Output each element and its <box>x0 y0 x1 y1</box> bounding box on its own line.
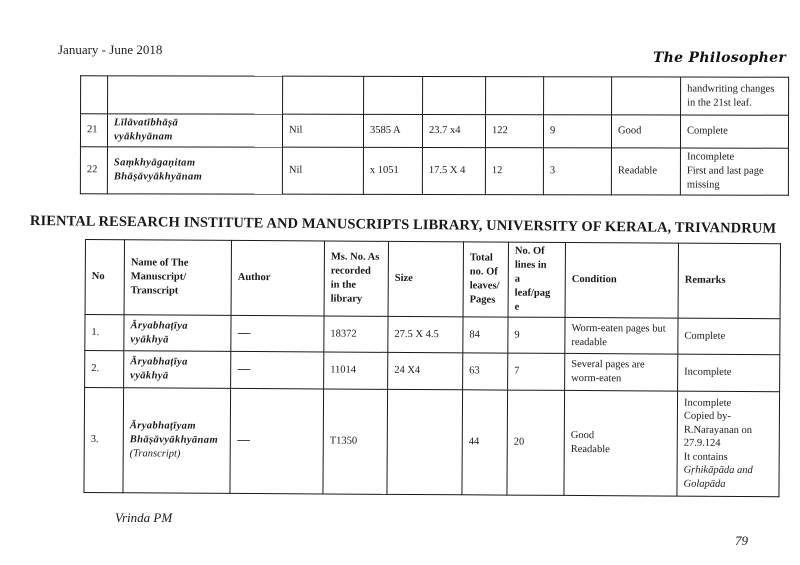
table-row <box>85 351 780 392</box>
condition-line: Good <box>570 429 595 442</box>
cell-lines: 20 <box>507 390 565 495</box>
cell-size: 23.7 x4 <box>422 114 485 147</box>
cell-ms-no: T1350 <box>323 389 388 494</box>
manuscript-name-line: Āryabhaṭīya <box>130 319 189 332</box>
remarks-line: Incomplete <box>686 151 735 163</box>
issue-date: January - June 2018 <box>58 42 163 57</box>
header-ms-no-line: recorded <box>330 265 371 277</box>
header-lines-line: a <box>514 273 521 285</box>
condition-line: Several pages are <box>571 358 645 371</box>
cell-ms-no: 3585 A <box>363 114 422 147</box>
table-row <box>80 147 788 195</box>
header-lines <box>508 242 565 317</box>
header-no: No <box>85 240 124 315</box>
header-name-line: Name of The <box>130 257 189 269</box>
manuscript-name-line: Saṃkhyāgaṇitam <box>113 157 196 169</box>
cell-ms-no: 11014 <box>324 352 388 389</box>
cell-condition <box>565 317 678 354</box>
header-ms-no-line: library <box>330 293 363 305</box>
table-row <box>81 76 789 115</box>
cell-author: Nil <box>282 147 363 194</box>
cell-name <box>124 351 231 389</box>
cell-no: 3. <box>84 388 124 493</box>
manuscript-name-line: vyākhyā <box>130 370 169 382</box>
header-leaves-line: Total <box>469 252 493 264</box>
header-name <box>124 240 231 316</box>
manuscript-name-line: vyākhyā <box>130 333 169 346</box>
cell-leaves: 44 <box>462 390 508 495</box>
header-condition: Condition <box>565 242 678 318</box>
journal-name: The Philosopher <box>652 50 786 66</box>
remarks-line: Complete <box>684 330 726 342</box>
cell-leaves <box>486 77 544 115</box>
manuscript-name-line: Bhāṣāvyākhyānam <box>129 434 219 446</box>
cell-name <box>123 388 231 494</box>
header-ms-no-line: Ms. No. As <box>330 251 380 263</box>
cell-remarks <box>678 354 780 392</box>
cell-size: 27.5 X 4.5 <box>388 316 463 352</box>
cell-lines: 9 <box>508 317 565 353</box>
cell-name <box>107 114 282 147</box>
manuscript-name-line: Āryabhaṭīya <box>130 356 188 368</box>
cell-size: 24 X4 <box>388 352 463 389</box>
remarks-line: Incomplete <box>683 397 732 409</box>
manuscript-name-line: (Transcript) <box>129 448 181 460</box>
header-size: Size <box>388 241 463 316</box>
header-lines-line: lines in <box>514 259 547 271</box>
condition-line: Readable <box>570 443 610 456</box>
cell-lines: 9 <box>543 115 611 148</box>
cell-ms-no: 18372 <box>324 316 388 352</box>
header-ms-no-line: in the <box>330 279 357 291</box>
manuscript-name-line: vyākhyānam <box>113 131 173 143</box>
remarks-line: Incomplete <box>684 366 732 378</box>
cell-name <box>107 147 282 194</box>
remarks-line: in the 21st leaf. <box>687 97 752 109</box>
cell-no: 21 <box>80 114 107 147</box>
remarks-line: 27.9.124 <box>683 437 721 450</box>
header-ms-no <box>324 241 388 316</box>
cell-leaves: 84 <box>463 317 508 353</box>
cell-condition <box>612 77 681 115</box>
header-name-line: Manuscript/ <box>130 271 187 283</box>
cell-condition: Readable <box>611 148 680 195</box>
cell-leaves: 12 <box>485 148 543 195</box>
cell-author: ----- <box>231 315 324 352</box>
remarks-line: missing <box>686 179 720 191</box>
cell-name <box>124 315 231 352</box>
condition-line: worm-eaten <box>571 372 622 385</box>
cell-lines <box>544 77 612 115</box>
cell-remarks <box>680 115 788 148</box>
remarks-line: handwriting changes <box>687 83 775 95</box>
header-lines-line: e <box>514 301 520 313</box>
table-row <box>80 114 788 148</box>
header-author: Author <box>231 240 324 316</box>
library-manuscript-table <box>83 239 781 497</box>
cell-ms-no <box>364 76 423 114</box>
remarks-line: First and last page <box>686 165 764 177</box>
cell-size <box>387 389 463 494</box>
remarks-line: It contains <box>683 451 728 463</box>
header-leaves-line: leaves/ <box>469 280 500 292</box>
manuscript-name-line: Līlāvatībhāṣā <box>114 117 179 129</box>
remarks-line: Copied by- <box>683 410 731 423</box>
cell-no: 2. <box>85 351 124 388</box>
cell-size: 17.5 X 4 <box>422 147 485 194</box>
cell-remarks <box>680 148 788 195</box>
header-row <box>85 240 780 319</box>
remarks-line: Complete <box>686 125 728 137</box>
cell-no: 22 <box>80 147 107 194</box>
header-name-line: Transcript <box>130 285 179 297</box>
cell-author <box>283 76 364 114</box>
table-row <box>85 315 780 355</box>
cell-remarks <box>678 318 780 355</box>
cell-condition: Good <box>611 115 680 148</box>
section-title: RIENTAL RESEARCH INSTITUTE AND MANUSCRIPTS LIBRARY, UNIVERSITY OF KERALA, TRIVANDRUM <box>29 213 777 237</box>
cell-condition <box>565 353 678 391</box>
cell-author: ----- <box>230 388 324 494</box>
page-number: 79 <box>735 533 748 548</box>
header-remarks: Remarks <box>678 243 780 319</box>
manuscript-name-line: Āryabhaṭīyam <box>129 420 196 432</box>
header-leaves-line: no. Of <box>469 266 498 278</box>
header-leaves <box>463 242 508 317</box>
cell-leaves: 63 <box>463 353 508 390</box>
continued-manuscript-table <box>80 75 789 195</box>
cell-condition <box>564 390 678 496</box>
table-row <box>84 388 780 497</box>
author-name: Vrinda PM <box>115 510 173 525</box>
cell-remarks <box>677 391 780 497</box>
cell-no: 1. <box>85 315 124 351</box>
remarks-line: Gṛhikāpāda and <box>683 464 753 477</box>
remarks-line: R.Narayanan on <box>683 424 753 436</box>
manuscript-name-line: Bhāṣāvyākhyānam <box>113 171 203 183</box>
condition-line: Worm-eaten pages but <box>571 322 666 335</box>
cell-remarks <box>681 77 789 115</box>
remarks-line: Golapāda <box>683 478 726 490</box>
cell-name <box>108 76 283 114</box>
header-lines-line: No. Of <box>514 245 545 257</box>
cell-no <box>81 76 108 114</box>
cell-ms-no: x 1051 <box>363 147 422 194</box>
cell-lines: 7 <box>508 353 565 390</box>
cell-size <box>423 76 486 114</box>
header-lines-line: leaf/pag <box>514 287 551 299</box>
condition-line: readable <box>571 336 607 348</box>
cell-lines: 3 <box>543 148 611 195</box>
cell-author: ----- <box>231 351 324 389</box>
cell-leaves: 122 <box>485 115 543 148</box>
header-leaves-line: Pages <box>469 294 496 306</box>
cell-author: Nil <box>282 114 363 147</box>
